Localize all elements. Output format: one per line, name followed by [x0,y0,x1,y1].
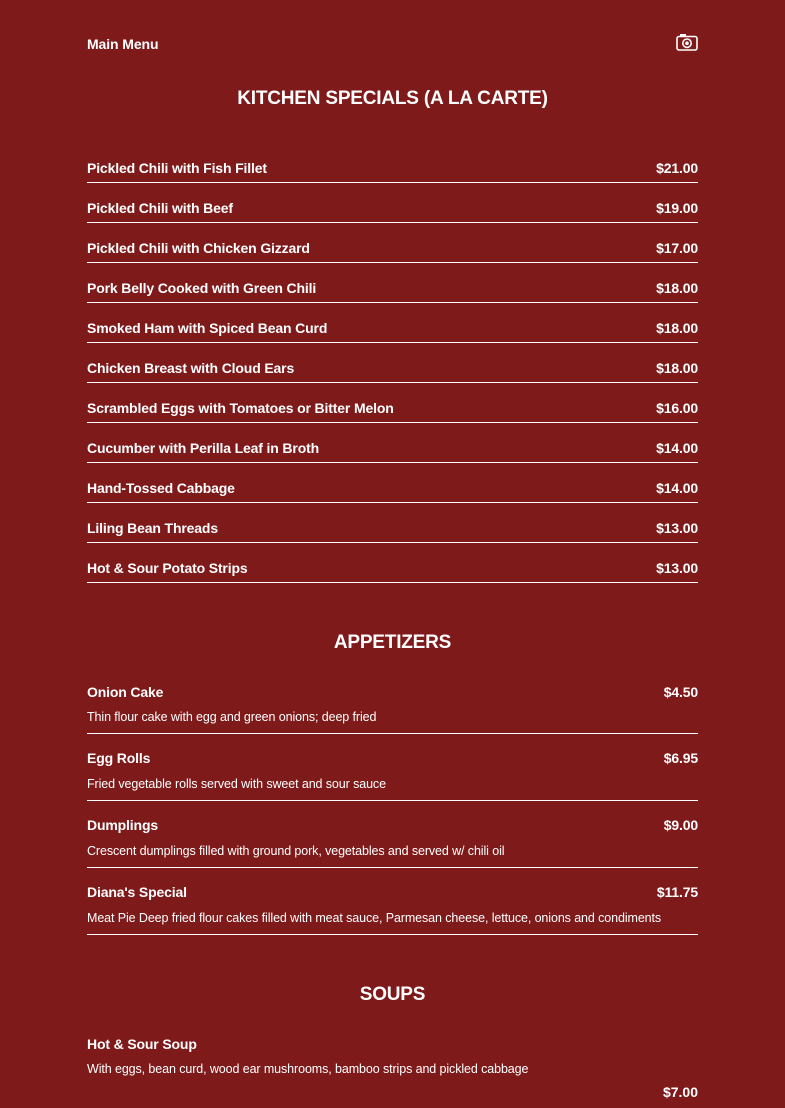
item-name: Scrambled Eggs with Tomatoes or Bitter Melon [87,400,394,416]
item-name: Diana's Special [87,884,187,900]
item-price: $16.00 [656,400,698,416]
item-price: $11.75 [656,884,698,900]
item-description: Thin flour cake with egg and green onions; deep fried [87,710,377,724]
item-price: $19.00 [656,200,698,216]
item-name: Hot & Sour Potato Strips [87,560,248,576]
item-price: $6.95 [663,750,698,766]
menu-page [87,0,698,1108]
soups-section [87,984,698,1108]
section-title: APPETIZERS [333,632,452,653]
item-name: Cucumber with Perilla Leaf in Broth [87,440,320,456]
menu-item[interactable] [87,423,698,463]
menu-item[interactable] [87,676,698,734]
section-title: SOUPS [359,984,426,1005]
item-name: Pork Belly Cooked with Green Chili [87,280,317,296]
menu-item[interactable] [87,143,698,183]
top-bar [87,0,698,88]
item-name: Smoked Ham with Spiced Bean Curd [87,320,328,336]
item-name: Dumplings [87,817,158,833]
item-name: Chicken Breast with Cloud Ears [87,360,295,376]
menu-item[interactable] [87,463,698,503]
menu-item[interactable] [87,303,698,343]
menu-item[interactable] [87,263,698,303]
item-name: Hand-Tossed Cabbage [87,480,235,496]
item-price: $21.00 [656,160,698,176]
item-name: Pickled Chili with Beef [87,200,233,216]
item-name: Liling Bean Threads [87,520,218,536]
menu-item[interactable] [87,223,698,263]
menu-item[interactable] [87,183,698,223]
item-price: $14.00 [656,480,698,496]
item-price: $18.00 [656,320,698,336]
main-menu-link[interactable]: Main Menu [87,36,159,52]
item-description: Meat Pie Deep fried flour cakes filled with meat sauce, Parmesan cheese, lettuce, onions and condiments [87,911,662,925]
menu-item[interactable] [87,868,698,935]
menu-item[interactable] [87,734,698,801]
item-price: $7.00 [662,1084,698,1100]
camera-icon[interactable] [676,33,698,51]
menu-item[interactable] [87,543,698,583]
item-price: $14.00 [656,440,698,456]
item-description: Crescent dumplings filled with ground pork, vegetables and served w/ chili oil [87,844,505,858]
item-price: $9.00 [663,817,698,833]
item-price: $18.00 [656,280,698,296]
specials-list [87,143,698,583]
item-price: $17.00 [656,240,698,256]
item-price: $18.00 [656,360,698,376]
menu-item[interactable] [87,1028,698,1108]
item-name: Pickled Chili with Chicken Gizzard [87,240,310,256]
appetizers-list [87,676,698,935]
item-name: Egg Rolls [87,750,151,766]
item-description: Fried vegetable rolls served with sweet and sour sauce [87,777,386,791]
item-name: Pickled Chili with Fish Fillet [87,160,267,176]
item-name: Hot & Sour Soup [87,1036,197,1052]
item-price: $4.50 [663,684,698,700]
soups-list [87,1028,698,1108]
menu-item[interactable] [87,801,698,868]
section-title: KITCHEN SPECIALS (A LA CARTE) [237,88,548,109]
menu-item[interactable] [87,503,698,543]
item-description: With eggs, bean curd, wood ear mushrooms, bamboo strips and pickled cabbage [87,1062,529,1076]
kitchen-specials-section [87,88,698,583]
menu-item[interactable] [87,343,698,383]
menu-item[interactable] [87,383,698,423]
item-price: $13.00 [656,520,698,536]
item-name: Onion Cake [87,684,164,700]
appetizers-section [87,632,698,935]
item-price: $13.00 [656,560,698,576]
